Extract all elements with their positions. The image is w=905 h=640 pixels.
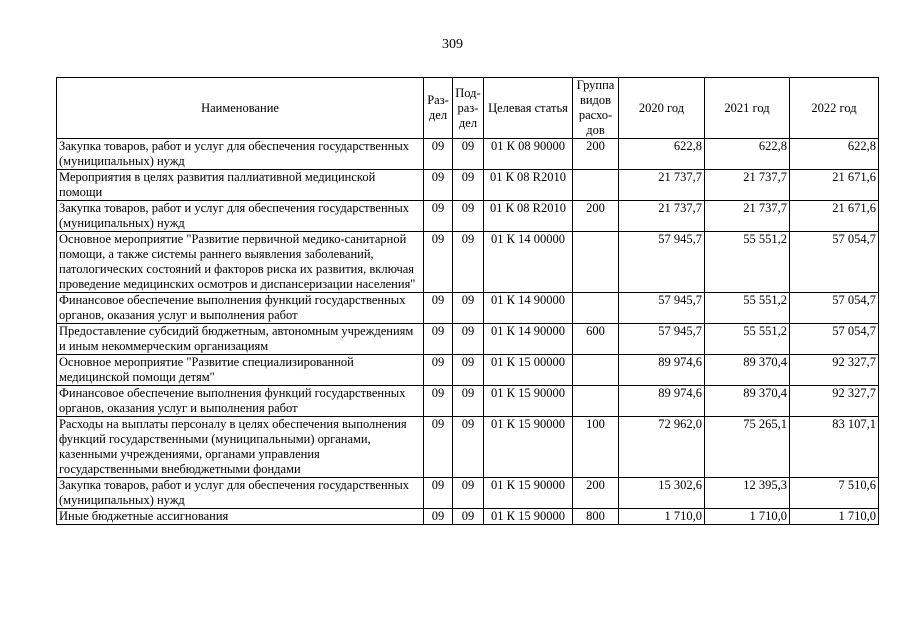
header-expense-group: Группа видов расхо-дов xyxy=(573,78,619,139)
cell-name: Расходы на выплаты персоналу в целях обеспечения выполнения функций государственными (муниципальными) органами, казенными учреждениями, органами управления государственными внебюджетными фондами xyxy=(57,417,424,478)
cell-section: 09 xyxy=(424,386,453,417)
cell-2021: 55 551,2 xyxy=(705,293,790,324)
cell-2020: 21 737,7 xyxy=(619,201,705,232)
cell-2022: 21 671,6 xyxy=(790,170,879,201)
cell-2020: 21 737,7 xyxy=(619,170,705,201)
cell-2022: 1 710,0 xyxy=(790,509,879,525)
cell-name: Закупка товаров, работ и услуг для обеспечения государственных (муниципальных) нужд xyxy=(57,139,424,170)
table-row xyxy=(57,478,879,509)
cell-2020: 1 710,0 xyxy=(619,509,705,525)
cell-group: 800 xyxy=(573,509,619,525)
table-row xyxy=(57,324,879,355)
cell-2021: 89 370,4 xyxy=(705,355,790,386)
cell-group xyxy=(573,232,619,293)
cell-name: Основное мероприятие "Развитие специализированной медицинской помощи детям" xyxy=(57,355,424,386)
cell-subsection: 09 xyxy=(453,293,484,324)
cell-subsection: 09 xyxy=(453,170,484,201)
cell-target: 01 К 08 R2010 xyxy=(484,201,573,232)
cell-group: 200 xyxy=(573,139,619,170)
cell-2020: 15 302,6 xyxy=(619,478,705,509)
cell-subsection: 09 xyxy=(453,232,484,293)
cell-group: 100 xyxy=(573,417,619,478)
cell-target: 01 К 14 00000 xyxy=(484,232,573,293)
cell-2020: 57 945,7 xyxy=(619,324,705,355)
cell-2021: 89 370,4 xyxy=(705,386,790,417)
cell-target: 01 К 14 90000 xyxy=(484,324,573,355)
cell-section: 09 xyxy=(424,293,453,324)
cell-name: Мероприятия в целях развития паллиативной медицинской помощи xyxy=(57,170,424,201)
page-number: 309 xyxy=(442,37,463,52)
cell-2021: 21 737,7 xyxy=(705,201,790,232)
cell-group xyxy=(573,170,619,201)
header-section: Раз-дел xyxy=(424,78,453,139)
cell-2020: 89 974,6 xyxy=(619,355,705,386)
cell-target: 01 К 15 90000 xyxy=(484,478,573,509)
cell-target: 01 К 15 00000 xyxy=(484,355,573,386)
cell-2021: 75 265,1 xyxy=(705,417,790,478)
cell-2021: 55 551,2 xyxy=(705,324,790,355)
budget-table xyxy=(56,77,879,525)
cell-subsection: 09 xyxy=(453,139,484,170)
cell-2021: 1 710,0 xyxy=(705,509,790,525)
table-row xyxy=(57,509,879,525)
cell-section: 09 xyxy=(424,170,453,201)
table-row xyxy=(57,201,879,232)
cell-2022: 57 054,7 xyxy=(790,293,879,324)
cell-group: 600 xyxy=(573,324,619,355)
header-2020: 2020 год xyxy=(619,78,705,139)
header-2022: 2022 год xyxy=(790,78,879,139)
cell-2022: 7 510,6 xyxy=(790,478,879,509)
cell-2022: 92 327,7 xyxy=(790,386,879,417)
cell-name: Основное мероприятие "Развитие первичной медико-санитарной помощи, а также системы раннего выявления заболеваний, патологических состояний и факторов риска их развития, включая проведение медицинских осмотров и диспансеризации населения" xyxy=(57,232,424,293)
cell-group xyxy=(573,355,619,386)
cell-group: 200 xyxy=(573,201,619,232)
cell-target: 01 К 15 90000 xyxy=(484,417,573,478)
header-name: Наименование xyxy=(57,78,424,139)
cell-section: 09 xyxy=(424,355,453,386)
cell-group xyxy=(573,386,619,417)
cell-2020: 72 962,0 xyxy=(619,417,705,478)
cell-2022: 57 054,7 xyxy=(790,324,879,355)
cell-2021: 12 395,3 xyxy=(705,478,790,509)
cell-name: Иные бюджетные ассигнования xyxy=(57,509,424,525)
table-row xyxy=(57,386,879,417)
table-row xyxy=(57,139,879,170)
cell-2021: 21 737,7 xyxy=(705,170,790,201)
table-row xyxy=(57,417,879,478)
cell-name: Финансовое обеспечение выполнения функций государственных органов, оказания услуг и выполнения работ xyxy=(57,293,424,324)
cell-2021: 55 551,2 xyxy=(705,232,790,293)
cell-target: 01 К 15 90000 xyxy=(484,386,573,417)
table-row xyxy=(57,355,879,386)
cell-subsection: 09 xyxy=(453,355,484,386)
table-row xyxy=(57,232,879,293)
cell-name: Закупка товаров, работ и услуг для обеспечения государственных (муниципальных) нужд xyxy=(57,201,424,232)
cell-2022: 622,8 xyxy=(790,139,879,170)
cell-section: 09 xyxy=(424,232,453,293)
cell-2020: 89 974,6 xyxy=(619,386,705,417)
cell-subsection: 09 xyxy=(453,509,484,525)
cell-target: 01 К 08 90000 xyxy=(484,139,573,170)
cell-2022: 92 327,7 xyxy=(790,355,879,386)
cell-section: 09 xyxy=(424,478,453,509)
table-row xyxy=(57,170,879,201)
cell-subsection: 09 xyxy=(453,478,484,509)
cell-subsection: 09 xyxy=(453,417,484,478)
cell-2020: 57 945,7 xyxy=(619,293,705,324)
cell-section: 09 xyxy=(424,139,453,170)
cell-section: 09 xyxy=(424,324,453,355)
cell-subsection: 09 xyxy=(453,324,484,355)
cell-section: 09 xyxy=(424,509,453,525)
table-header-row xyxy=(57,78,879,139)
table-row xyxy=(57,293,879,324)
cell-subsection: 09 xyxy=(453,201,484,232)
cell-2021: 622,8 xyxy=(705,139,790,170)
cell-section: 09 xyxy=(424,417,453,478)
cell-name: Закупка товаров, работ и услуг для обеспечения государственных (муниципальных) нужд xyxy=(57,478,424,509)
cell-name: Финансовое обеспечение выполнения функций государственных органов, оказания услуг и выполнения работ xyxy=(57,386,424,417)
header-2021: 2021 год xyxy=(705,78,790,139)
cell-2020: 622,8 xyxy=(619,139,705,170)
cell-target: 01 К 15 90000 xyxy=(484,509,573,525)
header-subsection: Под-раз-дел xyxy=(453,78,484,139)
header-target-item: Целевая статья xyxy=(484,78,573,139)
cell-target: 01 К 14 90000 xyxy=(484,293,573,324)
cell-group xyxy=(573,293,619,324)
cell-group: 200 xyxy=(573,478,619,509)
cell-name: Предоставление субсидий бюджетным, автономным учреждениям и иным некоммерческим организациям xyxy=(57,324,424,355)
cell-target: 01 К 08 R2010 xyxy=(484,170,573,201)
cell-2022: 21 671,6 xyxy=(790,201,879,232)
cell-2022: 57 054,7 xyxy=(790,232,879,293)
cell-section: 09 xyxy=(424,201,453,232)
cell-2020: 57 945,7 xyxy=(619,232,705,293)
cell-2022: 83 107,1 xyxy=(790,417,879,478)
cell-subsection: 09 xyxy=(453,386,484,417)
